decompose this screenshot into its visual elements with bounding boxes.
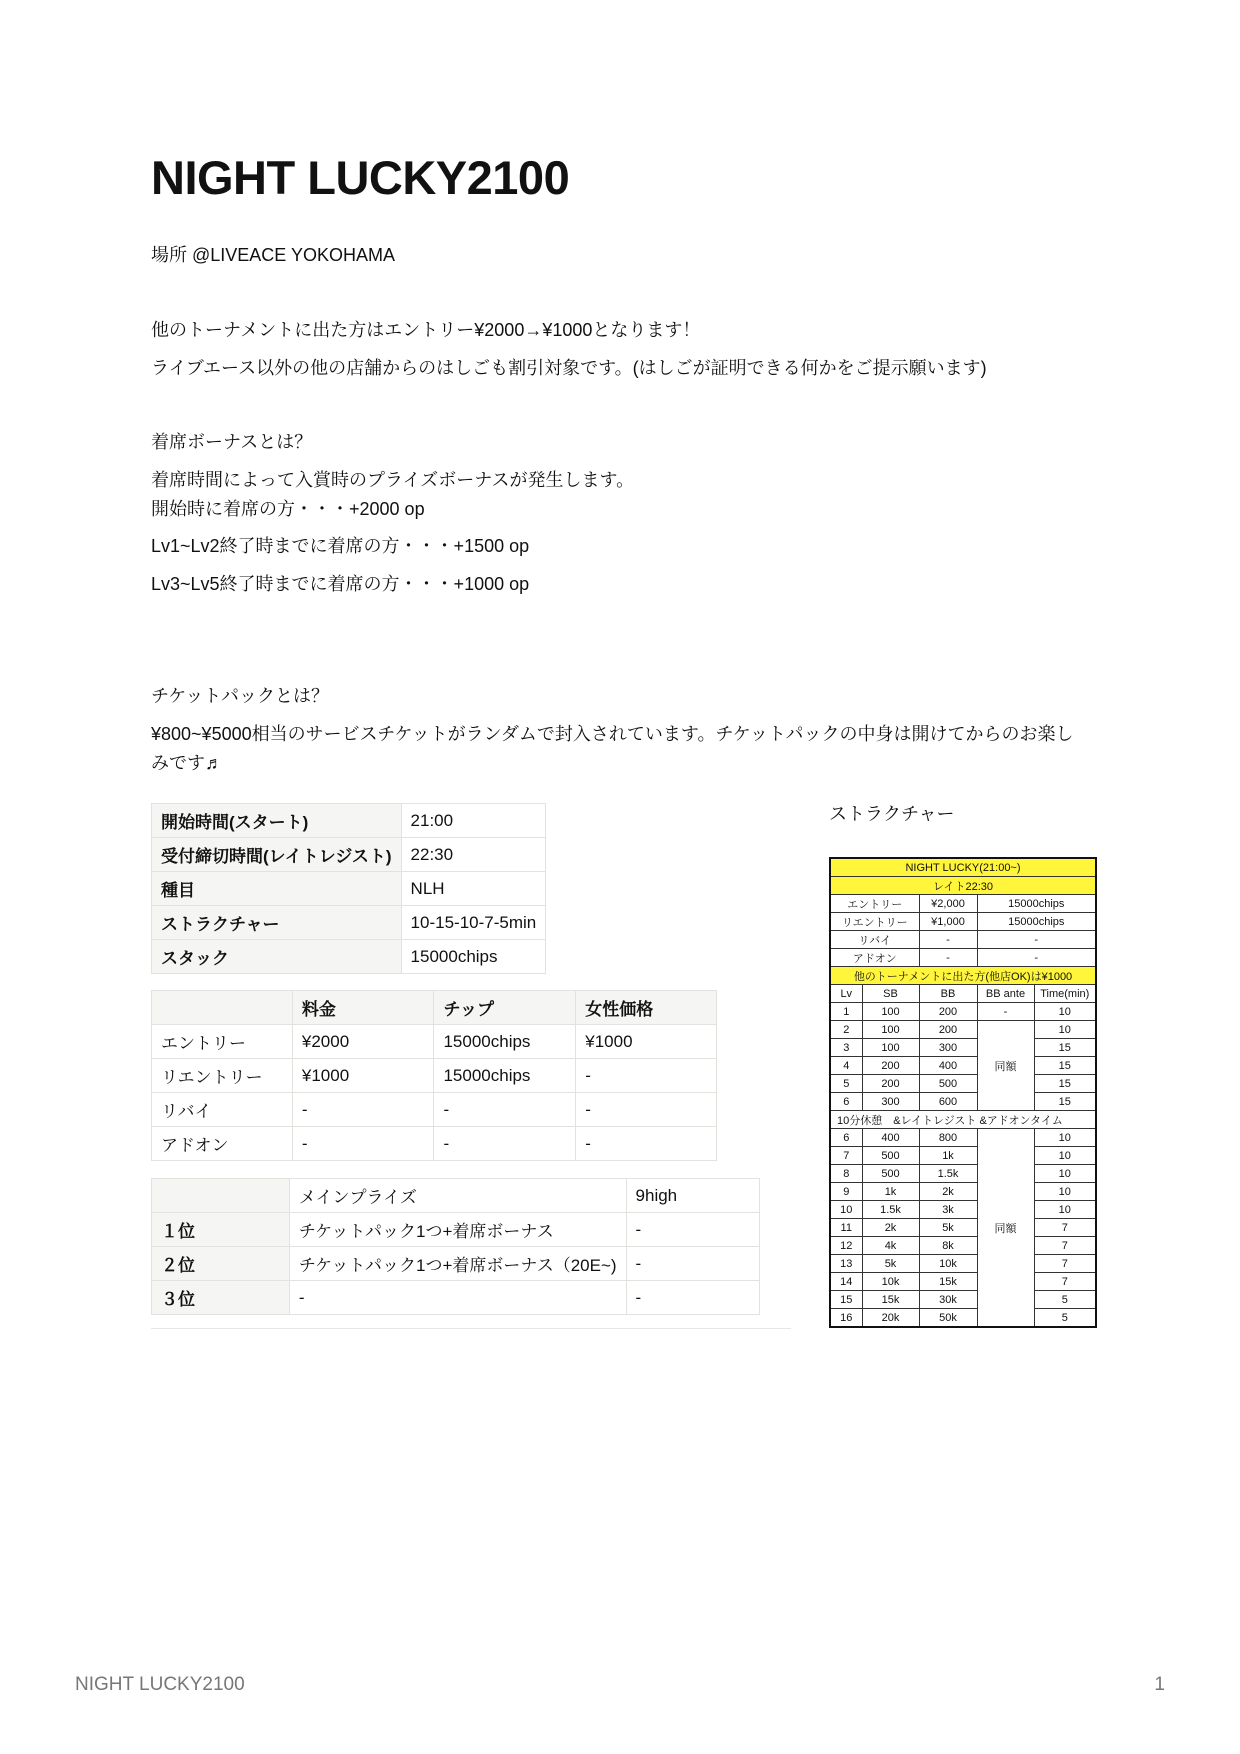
- seat-bonus-description: 着席時間によって入賞時のプライズボーナスが発生します。: [151, 470, 635, 490]
- structure-level: 11: [830, 1219, 862, 1237]
- structure-sb: 500: [862, 1165, 919, 1183]
- structure-entry-row: [830, 913, 1096, 931]
- table-row: [152, 1127, 717, 1161]
- structure-label: ストラクチャー: [829, 804, 955, 824]
- table-row: [152, 804, 546, 838]
- structure-sb: 20k: [862, 1309, 919, 1328]
- structure-entry-label: リバイ: [830, 931, 919, 949]
- structure-bb: 300: [919, 1039, 977, 1057]
- structure-break-row: [830, 1111, 1096, 1129]
- fee-cell: -: [292, 1093, 434, 1127]
- structure-entry-label: リエントリー: [830, 913, 919, 931]
- structure-time: 10: [1034, 1165, 1096, 1183]
- structure-level: 15: [830, 1291, 862, 1309]
- fee-header: 料金: [292, 991, 434, 1025]
- structure-bb: 400: [919, 1057, 977, 1075]
- structure-level: 4: [830, 1057, 862, 1075]
- structure-time: 10: [1034, 1183, 1096, 1201]
- structure-bb: 500: [919, 1075, 977, 1093]
- structure-bb: 8k: [919, 1237, 977, 1255]
- table-row: [152, 1025, 717, 1059]
- structure-entry-row: [830, 931, 1096, 949]
- footer-title: NIGHT LUCKY2100: [75, 1674, 245, 1695]
- structure-time: 10: [1034, 1021, 1096, 1039]
- table-row: [152, 1213, 760, 1247]
- structure-ante: -: [977, 1003, 1034, 1021]
- structure-level-row: [830, 1165, 1096, 1183]
- fee-table: [151, 990, 717, 1161]
- structure-level-row: [830, 1291, 1096, 1309]
- table-row: [152, 1093, 717, 1127]
- structure-time: 15: [1034, 1093, 1096, 1111]
- structure-bb: 2k: [919, 1183, 977, 1201]
- event-info-table: [151, 803, 546, 974]
- structure-level-row: [830, 1039, 1096, 1057]
- prize-table: [151, 1178, 760, 1315]
- structure-level-row: [830, 1255, 1096, 1273]
- prize-cell: -: [626, 1281, 759, 1315]
- prize-cell: チケットパック1つ+着席ボーナス（20E~): [289, 1247, 626, 1281]
- structure-header: Lv: [830, 985, 862, 1003]
- structure-level-row: [830, 1147, 1096, 1165]
- structure-level: 3: [830, 1039, 862, 1057]
- table-bottom-divider: [151, 1328, 791, 1329]
- structure-sb: 100: [862, 1039, 919, 1057]
- structure-level: 2: [830, 1021, 862, 1039]
- structure-time: 15: [1034, 1057, 1096, 1075]
- table-row: [152, 1247, 760, 1281]
- structure-entry-chips: -: [977, 931, 1096, 949]
- table-row: [152, 1281, 760, 1315]
- fee-cell: ¥1000: [576, 1025, 717, 1059]
- structure-level: 5: [830, 1075, 862, 1093]
- table-row: [152, 872, 546, 906]
- structure-title: NIGHT LUCKY(21:00~): [830, 858, 1096, 877]
- location-text: 場所 @LIVEACE YOKOHAMA: [151, 245, 396, 265]
- structure-time: 15: [1034, 1075, 1096, 1093]
- structure-header: Time(min): [1034, 985, 1096, 1003]
- structure-level: 12: [830, 1237, 862, 1255]
- structure-level: 8: [830, 1165, 862, 1183]
- fee-cell: -: [292, 1127, 434, 1161]
- structure-entry-fee: ¥1,000: [919, 913, 977, 931]
- prize-rank: １位: [152, 1213, 290, 1247]
- structure-level-row: [830, 1057, 1096, 1075]
- seat-bonus-item-3: Lv3~Lv5終了時までに着席の方・・・+1000 op: [151, 574, 530, 594]
- fee-header: チップ: [434, 991, 576, 1025]
- structure-level: 9: [830, 1183, 862, 1201]
- structure-level-row: [830, 1273, 1096, 1291]
- structure-level-row: [830, 1021, 1096, 1039]
- structure-sb: 500: [862, 1147, 919, 1165]
- prize-rank: ３位: [152, 1281, 290, 1315]
- ticket-pack-description: ¥800~¥5000相当のサービスチケットがランダムで封入されています。チケットパックの中身は開けてからのお楽しみです♬: [151, 724, 1074, 773]
- structure-sb: 1k: [862, 1183, 919, 1201]
- table-header-row: [152, 991, 717, 1025]
- fee-cell: -: [434, 1093, 576, 1127]
- table-row: [152, 940, 546, 974]
- table-row: [152, 838, 546, 872]
- info-label: 種目: [152, 872, 402, 906]
- structure-time: 10: [1034, 1003, 1096, 1021]
- page-title: NIGHT LUCKY2100: [151, 151, 570, 204]
- structure-entry-chips: 15000chips: [977, 913, 1096, 931]
- structure-level: 14: [830, 1273, 862, 1291]
- structure-level-row: [830, 1219, 1096, 1237]
- prize-cell: -: [626, 1247, 759, 1281]
- info-value: NLH: [401, 872, 546, 906]
- fee-cell: -: [434, 1127, 576, 1161]
- structure-entry-fee: ¥2,000: [919, 895, 977, 913]
- structure-time: 7: [1034, 1219, 1096, 1237]
- fee-cell: ¥1000: [292, 1059, 434, 1093]
- seat-bonus-item-1: 開始時に着席の方・・・+2000 op: [151, 499, 425, 519]
- structure-time: 5: [1034, 1291, 1096, 1309]
- structure-level-row: [830, 1075, 1096, 1093]
- table-row: [152, 1059, 717, 1093]
- structure-entry-fee: -: [919, 931, 977, 949]
- table-row: [152, 906, 546, 940]
- structure-bb: 10k: [919, 1255, 977, 1273]
- info-label: スタック: [152, 940, 402, 974]
- structure-header: BB: [919, 985, 977, 1003]
- prize-cell: -: [626, 1213, 759, 1247]
- structure-level: 7: [830, 1147, 862, 1165]
- prize-header: 9high: [626, 1179, 759, 1213]
- fee-cell: 15000chips: [434, 1025, 576, 1059]
- prize-rank: ２位: [152, 1247, 290, 1281]
- seat-bonus-item-2: Lv1~Lv2終了時までに着席の方・・・+1500 op: [151, 536, 530, 556]
- prize-cell: -: [289, 1281, 626, 1315]
- structure-level: 16: [830, 1309, 862, 1328]
- structure-level: 6: [830, 1093, 862, 1111]
- structure-sb: 1.5k: [862, 1201, 919, 1219]
- structure-level: 6: [830, 1129, 862, 1147]
- structure-time: 7: [1034, 1273, 1096, 1291]
- fee-cell: リバイ: [152, 1093, 293, 1127]
- fee-cell: -: [576, 1059, 717, 1093]
- structure-time: 5: [1034, 1309, 1096, 1328]
- structure-break: 10分休憩 &レイトレジスト &アドオンタイム: [830, 1111, 1096, 1129]
- structure-bb: 800: [919, 1129, 977, 1147]
- fee-header: 女性価格: [576, 991, 717, 1025]
- structure-level-row: [830, 1309, 1096, 1328]
- structure-entry-chips: 15000chips: [977, 895, 1096, 913]
- prize-header: メインプライズ: [289, 1179, 626, 1213]
- structure-level-row: [830, 1183, 1096, 1201]
- info-value: 21:00: [401, 804, 546, 838]
- fee-cell: エントリー: [152, 1025, 293, 1059]
- info-value: 15000chips: [401, 940, 546, 974]
- structure-sb: 300: [862, 1093, 919, 1111]
- structure-level-row: [830, 1237, 1096, 1255]
- structure-table: [829, 857, 1097, 1328]
- discount-line-2: ライブエース以外の他の店舗からのはしごも割引対象です。(はしごが証明できる何かをご提示願います): [151, 358, 987, 378]
- structure-discount-row: [830, 967, 1096, 985]
- fee-cell: 15000chips: [434, 1059, 576, 1093]
- structure-level-row: [830, 1093, 1096, 1111]
- structure-sb: 200: [862, 1075, 919, 1093]
- structure-time: 10: [1034, 1129, 1096, 1147]
- structure-sb: 15k: [862, 1291, 919, 1309]
- structure-time: 10: [1034, 1147, 1096, 1165]
- fee-cell: -: [576, 1093, 717, 1127]
- structure-time: 7: [1034, 1237, 1096, 1255]
- structure-bb: 1.5k: [919, 1165, 977, 1183]
- fee-cell: -: [576, 1127, 717, 1161]
- structure-sb: 2k: [862, 1219, 919, 1237]
- structure-discount: 他のトーナメントに出た方(他店OK)は¥1000: [830, 967, 1096, 985]
- fee-cell: リエントリー: [152, 1059, 293, 1093]
- fee-cell: アドオン: [152, 1127, 293, 1161]
- structure-level-row: [830, 1003, 1096, 1021]
- structure-time: 10: [1034, 1201, 1096, 1219]
- structure-header-row: [830, 985, 1096, 1003]
- structure-bb: 200: [919, 1021, 977, 1039]
- structure-header: SB: [862, 985, 919, 1003]
- structure-sb: 200: [862, 1057, 919, 1075]
- structure-bb: 600: [919, 1093, 977, 1111]
- info-label: ストラクチャー: [152, 906, 402, 940]
- structure-entry-fee: -: [919, 949, 977, 967]
- seat-bonus-heading: 着席ボーナスとは？: [151, 432, 313, 452]
- structure-sb: 5k: [862, 1255, 919, 1273]
- structure-time: 15: [1034, 1039, 1096, 1057]
- info-value: 22:30: [401, 838, 546, 872]
- structure-bb: 200: [919, 1003, 977, 1021]
- structure-bb: 1k: [919, 1147, 977, 1165]
- structure-level: 13: [830, 1255, 862, 1273]
- info-label: 受付締切時間(レイトレジスト): [152, 838, 402, 872]
- ticket-pack-heading: チケットパックとは？: [151, 686, 330, 706]
- structure-entry-row: [830, 949, 1096, 967]
- structure-header: BB ante: [977, 985, 1034, 1003]
- structure-entry-row: [830, 895, 1096, 913]
- info-value: 10-15-10-7-5min: [401, 906, 546, 940]
- structure-level: 10: [830, 1201, 862, 1219]
- structure-sb: 400: [862, 1129, 919, 1147]
- structure-ante: 同額: [977, 1129, 1034, 1328]
- structure-bb: 3k: [919, 1201, 977, 1219]
- structure-title-row: [830, 858, 1096, 877]
- structure-bb: 30k: [919, 1291, 977, 1309]
- structure-sb: 10k: [862, 1273, 919, 1291]
- fee-header: [152, 991, 293, 1025]
- structure-level-row: [830, 1129, 1096, 1147]
- structure-entry-label: エントリー: [830, 895, 919, 913]
- structure-sb: 100: [862, 1003, 919, 1021]
- prize-header: [152, 1179, 290, 1213]
- structure-time: 7: [1034, 1255, 1096, 1273]
- structure-level-row: [830, 1201, 1096, 1219]
- structure-bb: 50k: [919, 1309, 977, 1328]
- table-header-row: [152, 1179, 760, 1213]
- prize-cell: チケットパック1つ+着席ボーナス: [289, 1213, 626, 1247]
- structure-level: 1: [830, 1003, 862, 1021]
- fee-cell: ¥2000: [292, 1025, 434, 1059]
- page-number: 1: [1154, 1674, 1165, 1695]
- discount-line-1: 他のトーナメントに出た方はエントリー¥2000→¥1000となります！: [151, 320, 701, 340]
- structure-bb: 15k: [919, 1273, 977, 1291]
- info-label: 開始時間(スタート): [152, 804, 402, 838]
- structure-late-row: [830, 877, 1096, 895]
- structure-late: レイト22:30: [830, 877, 1096, 895]
- structure-sb: 100: [862, 1021, 919, 1039]
- structure-bb: 5k: [919, 1219, 977, 1237]
- structure-entry-label: アドオン: [830, 949, 919, 967]
- structure-entry-chips: -: [977, 949, 1096, 967]
- structure-ante: 同額: [977, 1021, 1034, 1111]
- structure-sb: 4k: [862, 1237, 919, 1255]
